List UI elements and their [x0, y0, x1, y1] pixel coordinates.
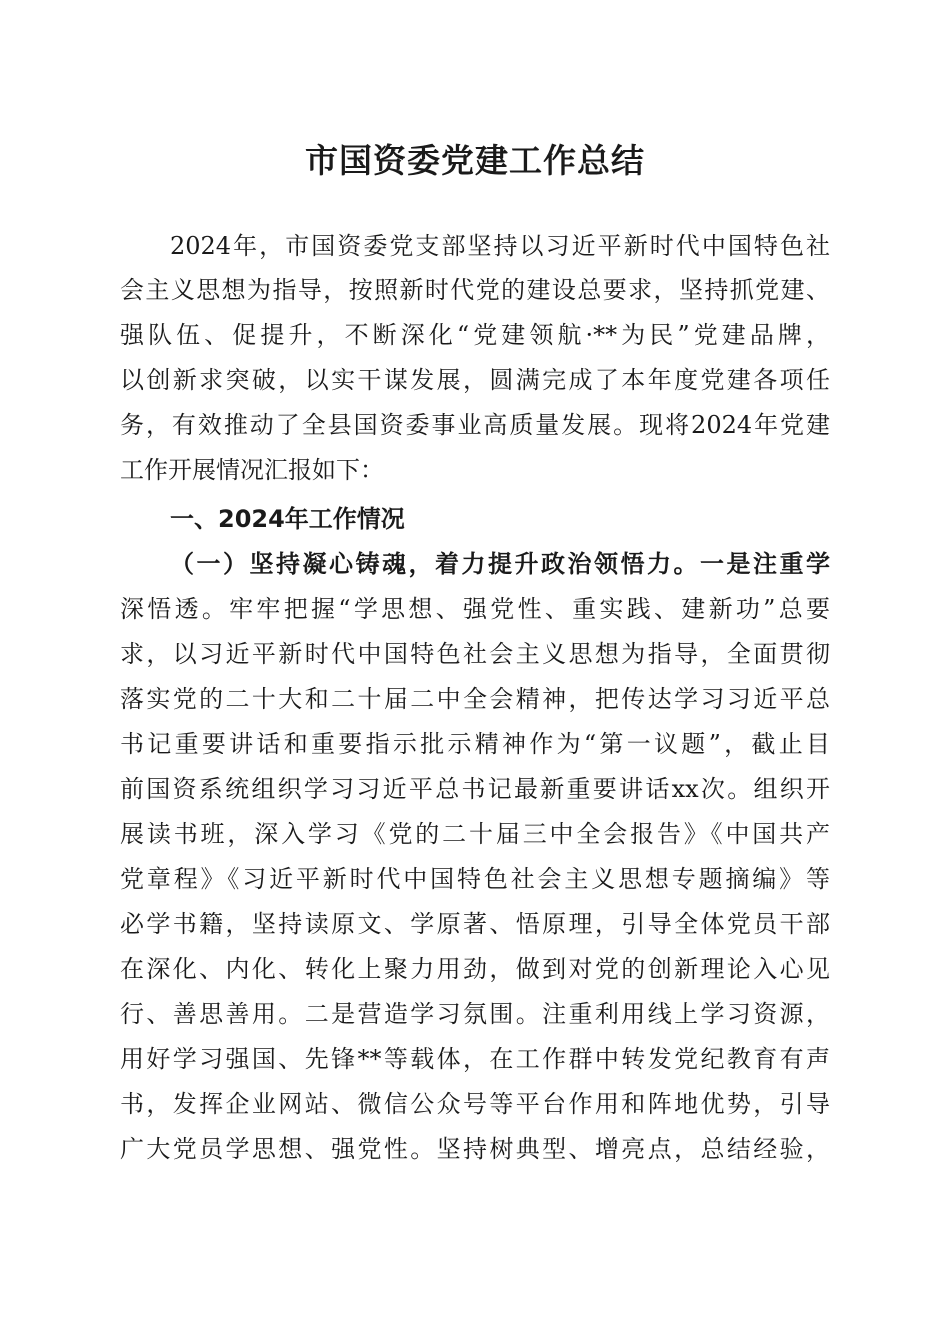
paragraph-line: 广大党员学思想、强党性。坚持树典型、增亮点，总结经验， — [120, 1135, 830, 1163]
paragraph-line: 书记重要讲话和重要指示批示精神作为“第一议题”，截止目 — [120, 730, 830, 758]
paragraph-line: 必学书籍，坚持读原文、学原著、悟原理，引导全体党员干部 — [120, 910, 830, 938]
paragraph-line: 以创新求突破，以实干谋发展，圆满完成了本年度党建各项任 — [120, 366, 830, 394]
paragraph-line: 用好学习强国、先锋**等载体，在工作群中转发党纪教育有声 — [120, 1045, 830, 1073]
section-heading: 一、2024年工作情况 — [170, 505, 405, 533]
paragraph-line: 深悟透。牢牢把握“学思想、强党性、重实践、建新功”总要 — [120, 595, 830, 623]
paragraph-line: 落实党的二十大和二十届二中全会精神，把传达学习习近平总 — [120, 685, 830, 713]
document-title: 市国资委党建工作总结 — [305, 141, 645, 180]
paragraph-line: 书，发挥企业网站、微信公众号等平台作用和阵地优势，引导 — [120, 1090, 830, 1118]
paragraph-line: 行、善思善用。二是营造学习氛围。注重利用线上学习资源， — [120, 1000, 830, 1028]
paragraph-line: 务，有效推动了全县国资委事业高质量发展。现将2024年党建 — [120, 411, 830, 439]
paragraph-line: 工作开展情况汇报如下： — [120, 456, 384, 484]
paragraph-line: 前国资系统组织学习习近平总书记最新重要讲话xx次。组织开 — [120, 775, 830, 803]
paragraph-line: 求，以习近平新时代中国特色社会主义思想为指导，全面贯彻 — [120, 640, 830, 668]
paragraph-line: 2024年，市国资委党支部坚持以习近平新时代中国特色社 — [170, 232, 830, 260]
paragraph-line: 展读书班，深入学习《党的二十届三中全会报告》《中国共产 — [120, 820, 830, 848]
paragraph-line: 在深化、内化、转化上聚力用劲，做到对党的创新理论入心见 — [120, 955, 830, 983]
paragraph-line: 会主义思想为指导，按照新时代党的建设总要求，坚持抓党建、 — [120, 276, 830, 304]
paragraph-line: 党章程》《习近平新时代中国特色社会主义思想专题摘编》等 — [120, 865, 830, 893]
paragraph-line: 强队伍、促提升，不断深化“党建领航·**为民”党建品牌， — [120, 321, 830, 349]
paragraph-line: （一）坚持凝心铸魂，着力提升政治领悟力。一是注重学 — [170, 549, 830, 578]
